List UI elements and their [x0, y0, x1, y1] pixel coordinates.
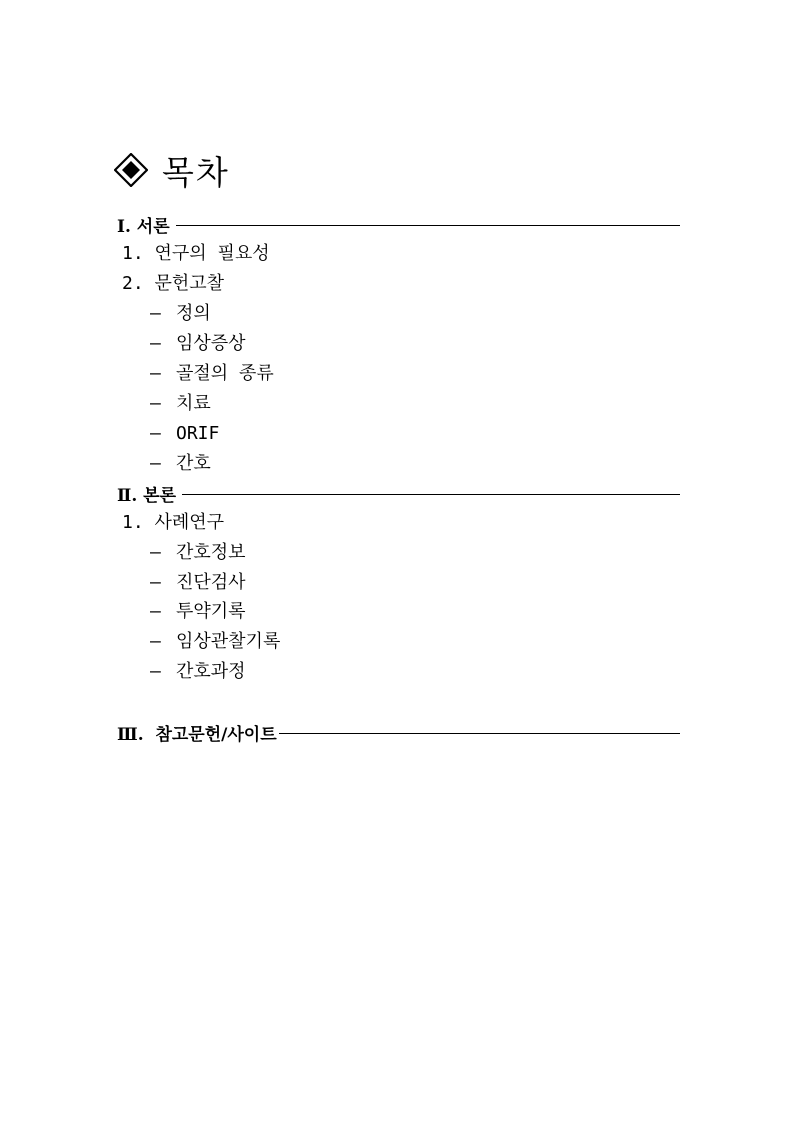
section-label: Ⅱ. 본론 [117, 485, 177, 506]
dash-bullet: – [150, 542, 161, 563]
leader-line [279, 733, 680, 734]
toc-subitem: – 임상관찰기록 [150, 631, 281, 652]
toc-subitem: – 투약기록 [150, 601, 246, 622]
dash-bullet: – [150, 363, 161, 384]
toc-subitem: – 간호정보 [150, 542, 246, 563]
dash-bullet: – [150, 333, 161, 354]
diamond-icon [114, 153, 148, 187]
toc-item: 1. 연구의 필요성 [122, 243, 270, 264]
toc-subitem: – 진단검사 [150, 572, 246, 593]
dash-bullet: – [150, 453, 161, 474]
toc-item: 1. 사례연구 [122, 512, 225, 533]
toc-heading [114, 148, 230, 192]
toc-subitem: – ORIF [150, 423, 220, 444]
section-label: Ⅲ. 참고문헌/사이트 [117, 724, 277, 745]
dash-bullet: – [150, 661, 161, 682]
leader-line [176, 225, 680, 226]
section-introduction [117, 212, 680, 236]
toc-item: 2. 문헌고찰 [122, 273, 225, 294]
page-title: 목차 [162, 152, 230, 192]
section-references [117, 720, 680, 744]
dash-bullet: – [150, 393, 161, 414]
toc-subitem: – 치료 [150, 393, 211, 414]
toc-subitem: – 정의 [150, 303, 211, 324]
toc-subitem: – 간호 [150, 453, 211, 474]
toc-subitem: – 골절의 종류 [150, 363, 274, 384]
dash-bullet: – [150, 601, 161, 622]
toc-subitem: – 간호과정 [150, 661, 246, 682]
section-main-body [117, 481, 680, 505]
leader-line [182, 494, 680, 495]
toc-subitem: – 임상증상 [150, 333, 246, 354]
section-label: Ⅰ. 서론 [117, 216, 170, 237]
dash-bullet: – [150, 572, 161, 593]
dash-bullet: – [150, 423, 161, 444]
dash-bullet: – [150, 631, 161, 652]
dash-bullet: – [150, 303, 161, 324]
